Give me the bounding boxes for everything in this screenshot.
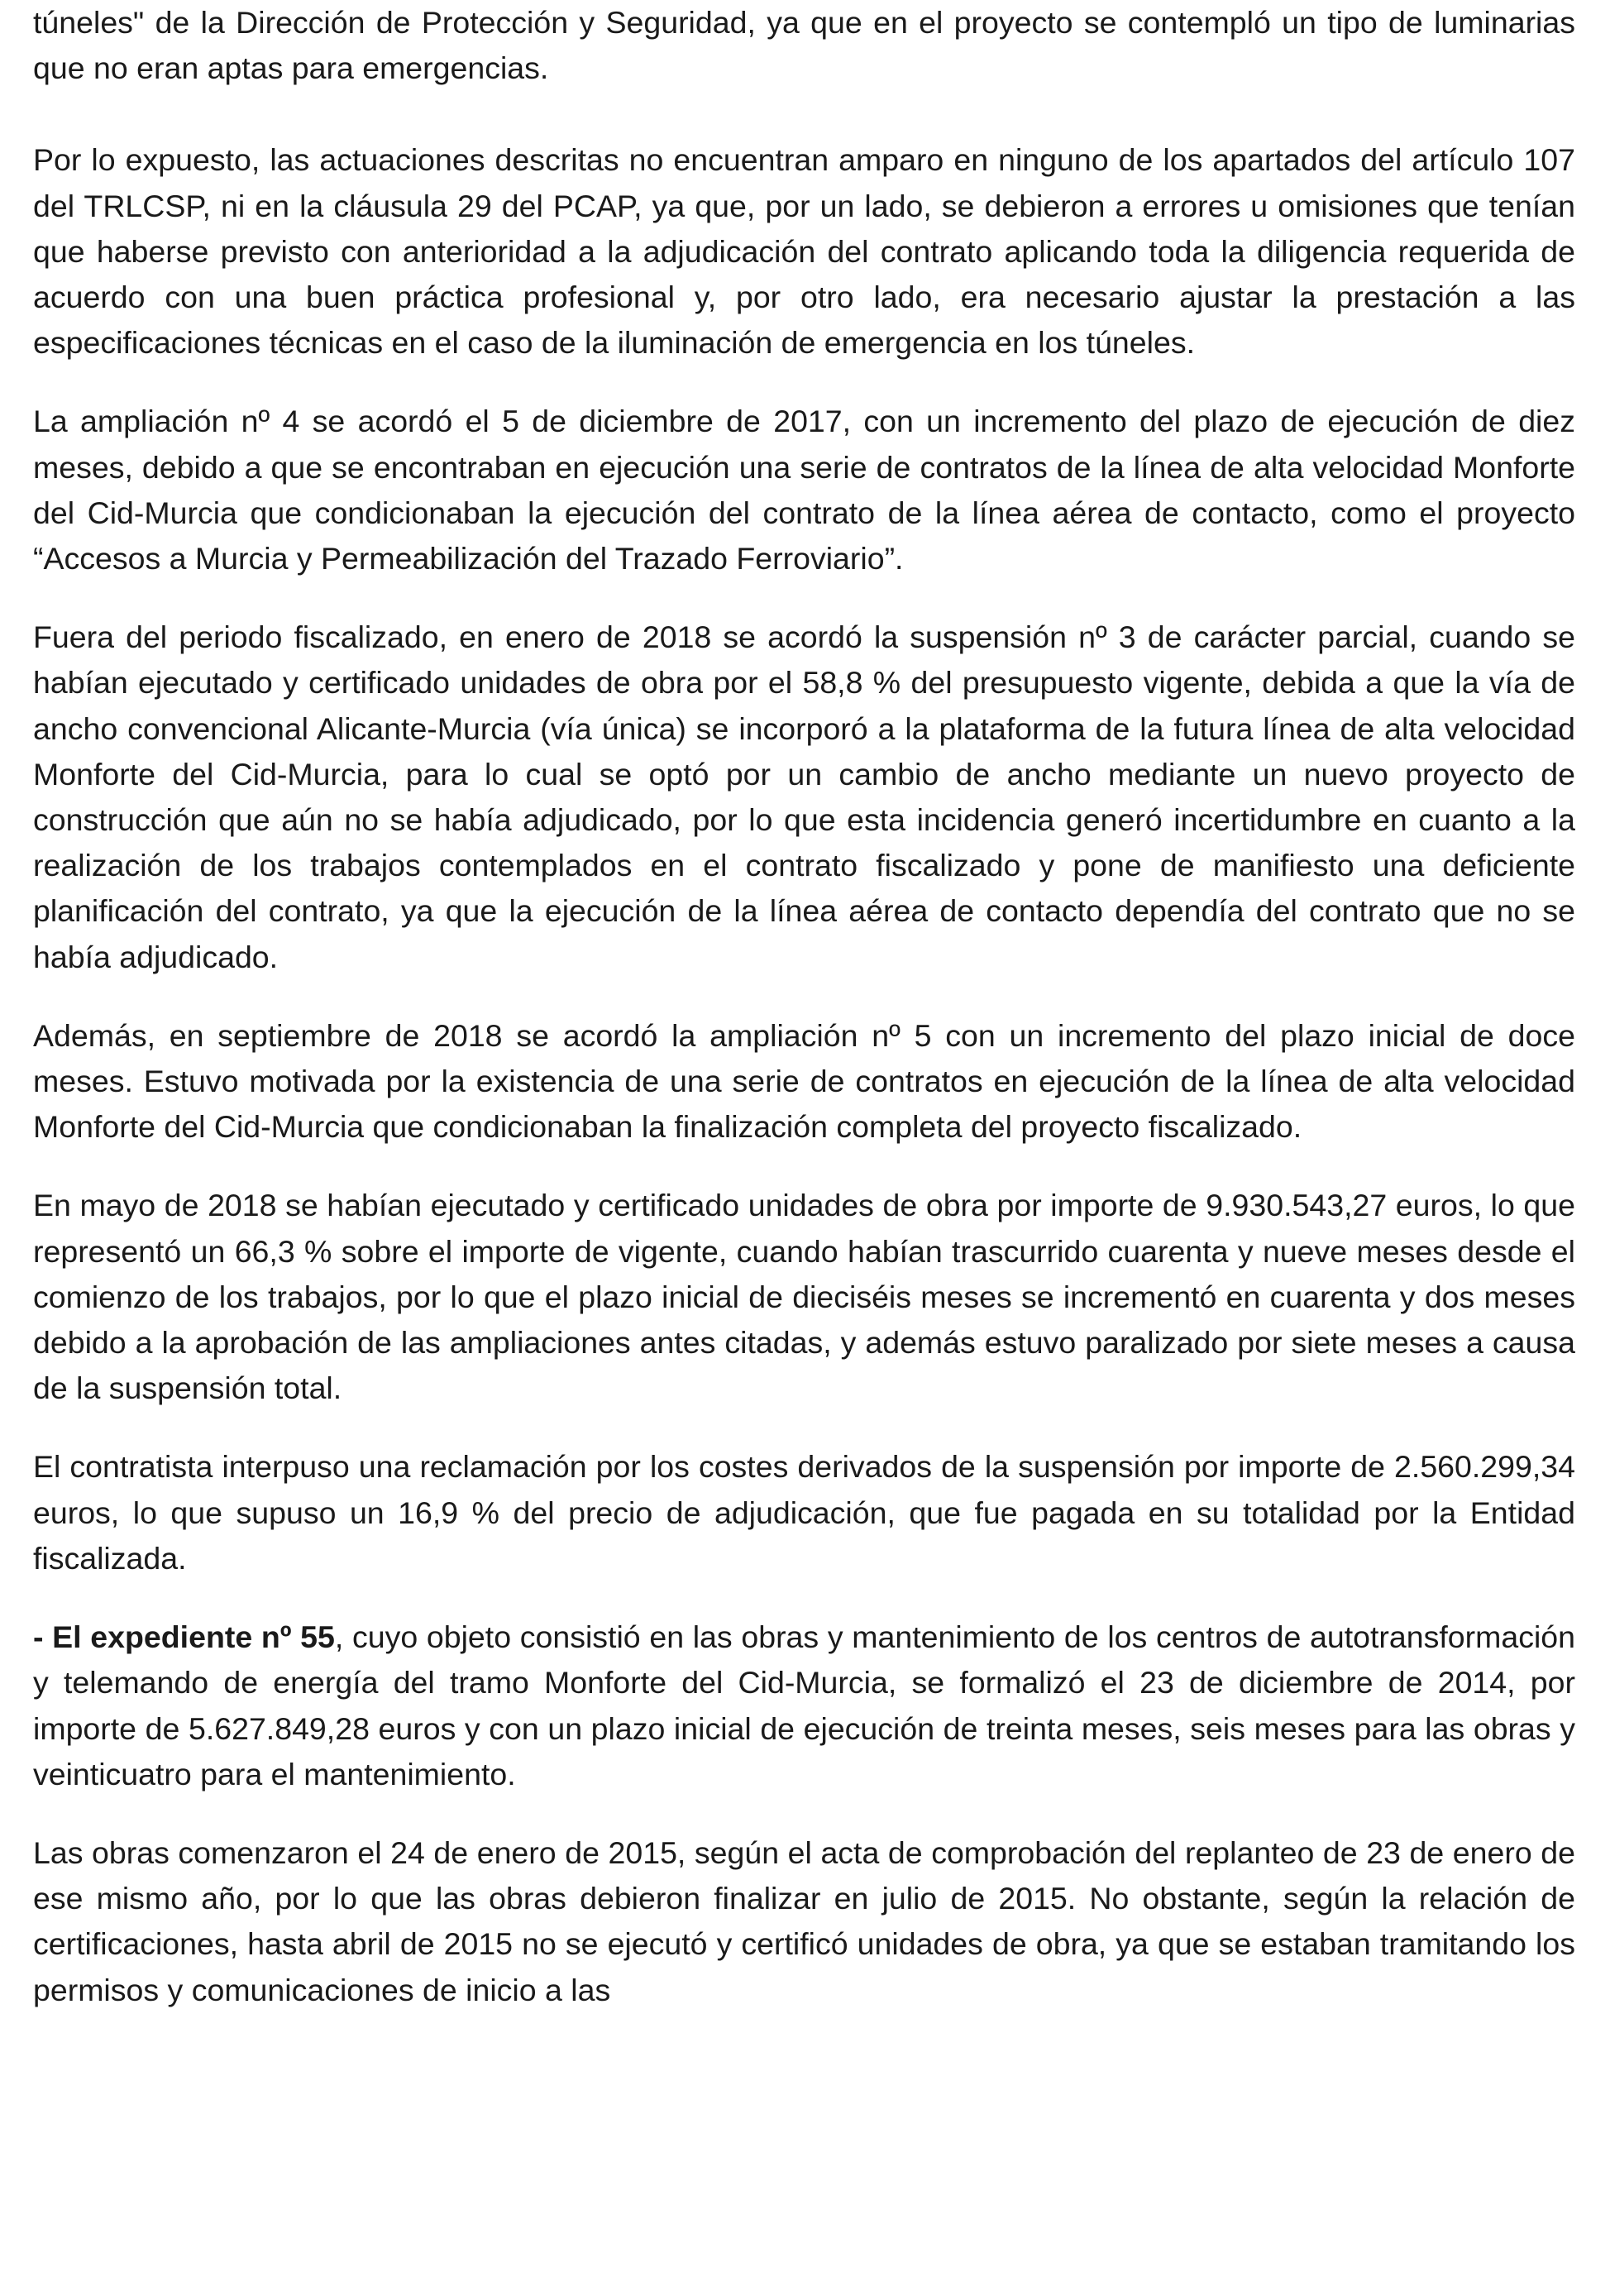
expediente-body: , cuyo objeto consistió en las obras y mantenimiento de los centros de autotransformación y telemando de energía del tramo Monforte del Cid-Murcia, se formalizó el 23 de diciembre de 2014, por importe de 5.627.849,28 euros y con un plazo inicial de ejecución de treinta meses, seis meses para las obras y veinticuatro para el mantenimiento. bbox=[33, 1619, 1576, 1791]
paragraph-ampliacion-5: Además, en septiembre de 2018 se acordó la ampliación nº 5 con un incremento del plazo inicial de doce meses. Estuvo motivada por la existencia de una serie de contratos en ejecución de la línea de alta velocidad Monforte del Cid-Murcia que condicionaban la finalización completa del proyecto fiscalizado. bbox=[33, 1017, 1575, 1145]
expediente-heading: - El expediente nº 55 bbox=[33, 1619, 335, 1655]
paragraph-reclamacion: El contratista interpuso una reclamación por los costes derivados de la suspensión por importe de 2.560.299,34 euros, lo que supuso un 16,9 % del precio de adjudicación, que fue pagada en su totalidad por la Entidad fiscalizada. bbox=[33, 1449, 1575, 1576]
paragraph-por-lo-expuesto: Por lo expuesto, las actuaciones descritas no encuentran amparo en ninguno de los apartados del artículo 107 del TRLCSP, ni en la cláusula 29 del PCAP, ya que, por un lado, se debieron a errores u omisiones que tenían que haberse previsto con anterioridad a la adjudicación del contrato aplicando toda la diligencia requerida de acuerdo con una buen práctica profesional y, por otro lado, era necesario ajustar la prestación a las especificaciones técnicas en el caso de la iluminación de emergencia en los túneles. bbox=[33, 142, 1575, 361]
paragraph-mayo-2018: En mayo de 2018 se habían ejecutado y certificado unidades de obra por importe de 9.930.543,27 euros, lo que representó un 66,3 % sobre el importe de vigente, cuando habían trascurrido cuarenta y nueve meses desde el comienzo de los trabajos, por lo que el plazo inicial de dieciséis meses se incrementó en cuarenta y dos meses debido a la aprobación de las ampliaciones antes citadas, y además estuvo paralizado por siete meses a causa de la suspensión total. bbox=[33, 1188, 1575, 1406]
paragraph-expediente-55 bbox=[33, 1614, 1575, 1797]
paragraph-tuneles: túneles" de la Dirección de Protección y Seguridad, ya que en el proyecto se contempló un tipo de luminarias que no eran aptas para emergencias. bbox=[33, 5, 1575, 86]
paragraph-ampliacion-4: La ampliación nº 4 se acordó el 5 de diciembre de 2017, con un incremento del plazo de ejecución de diez meses, debido a que se encontraban en ejecución una serie de contratos de la línea de alta velocidad Monforte del Cid-Murcia que condicionaban la ejecución del contrato de la línea aérea de contacto, como el proyecto “Accesos a Murcia y Permeabilización del Trazado Ferroviario”. bbox=[33, 404, 1575, 576]
paragraph-fuera-del-periodo: Fuera del periodo fiscalizado, en enero de 2018 se acordó la suspensión nº 3 de carácter parcial, cuando se habían ejecutado y certificado unidades de obra por el 58,8 % del presupuesto vigente, debida a que la vía de ancho convencional Alicante-Murcia (vía única) se incorporó a la plataforma de la futura línea de alta velocidad Monforte del Cid-Murcia, para lo cual se optó por un cambio de ancho mediante un nuevo proyecto de construcción que aún no se había adjudicado, por lo que esta incidencia generó incertidumbre en cuanto a la realización de los trabajos contemplados en el contrato fiscalizado y pone de manifiesto una deficiente planificación del contrato, ya que la ejecución de la línea aérea de contacto dependía del contrato que no se había adjudicado. bbox=[33, 619, 1575, 974]
document-page bbox=[33, 0, 1575, 2013]
paragraph-obras-comenzaron: Las obras comenzaron el 24 de enero de 2015, según el acta de comprobación del replanteo de 23 de enero de ese mismo año, por lo que las obras debieron finalizar en julio de 2015. No obstante, según la relación de certificaciones, hasta abril de 2015 no se ejecutó y certificó unidades de obra, ya que se estaban tramitando los permisos y comunicaciones de inicio a las bbox=[33, 1834, 1575, 2007]
